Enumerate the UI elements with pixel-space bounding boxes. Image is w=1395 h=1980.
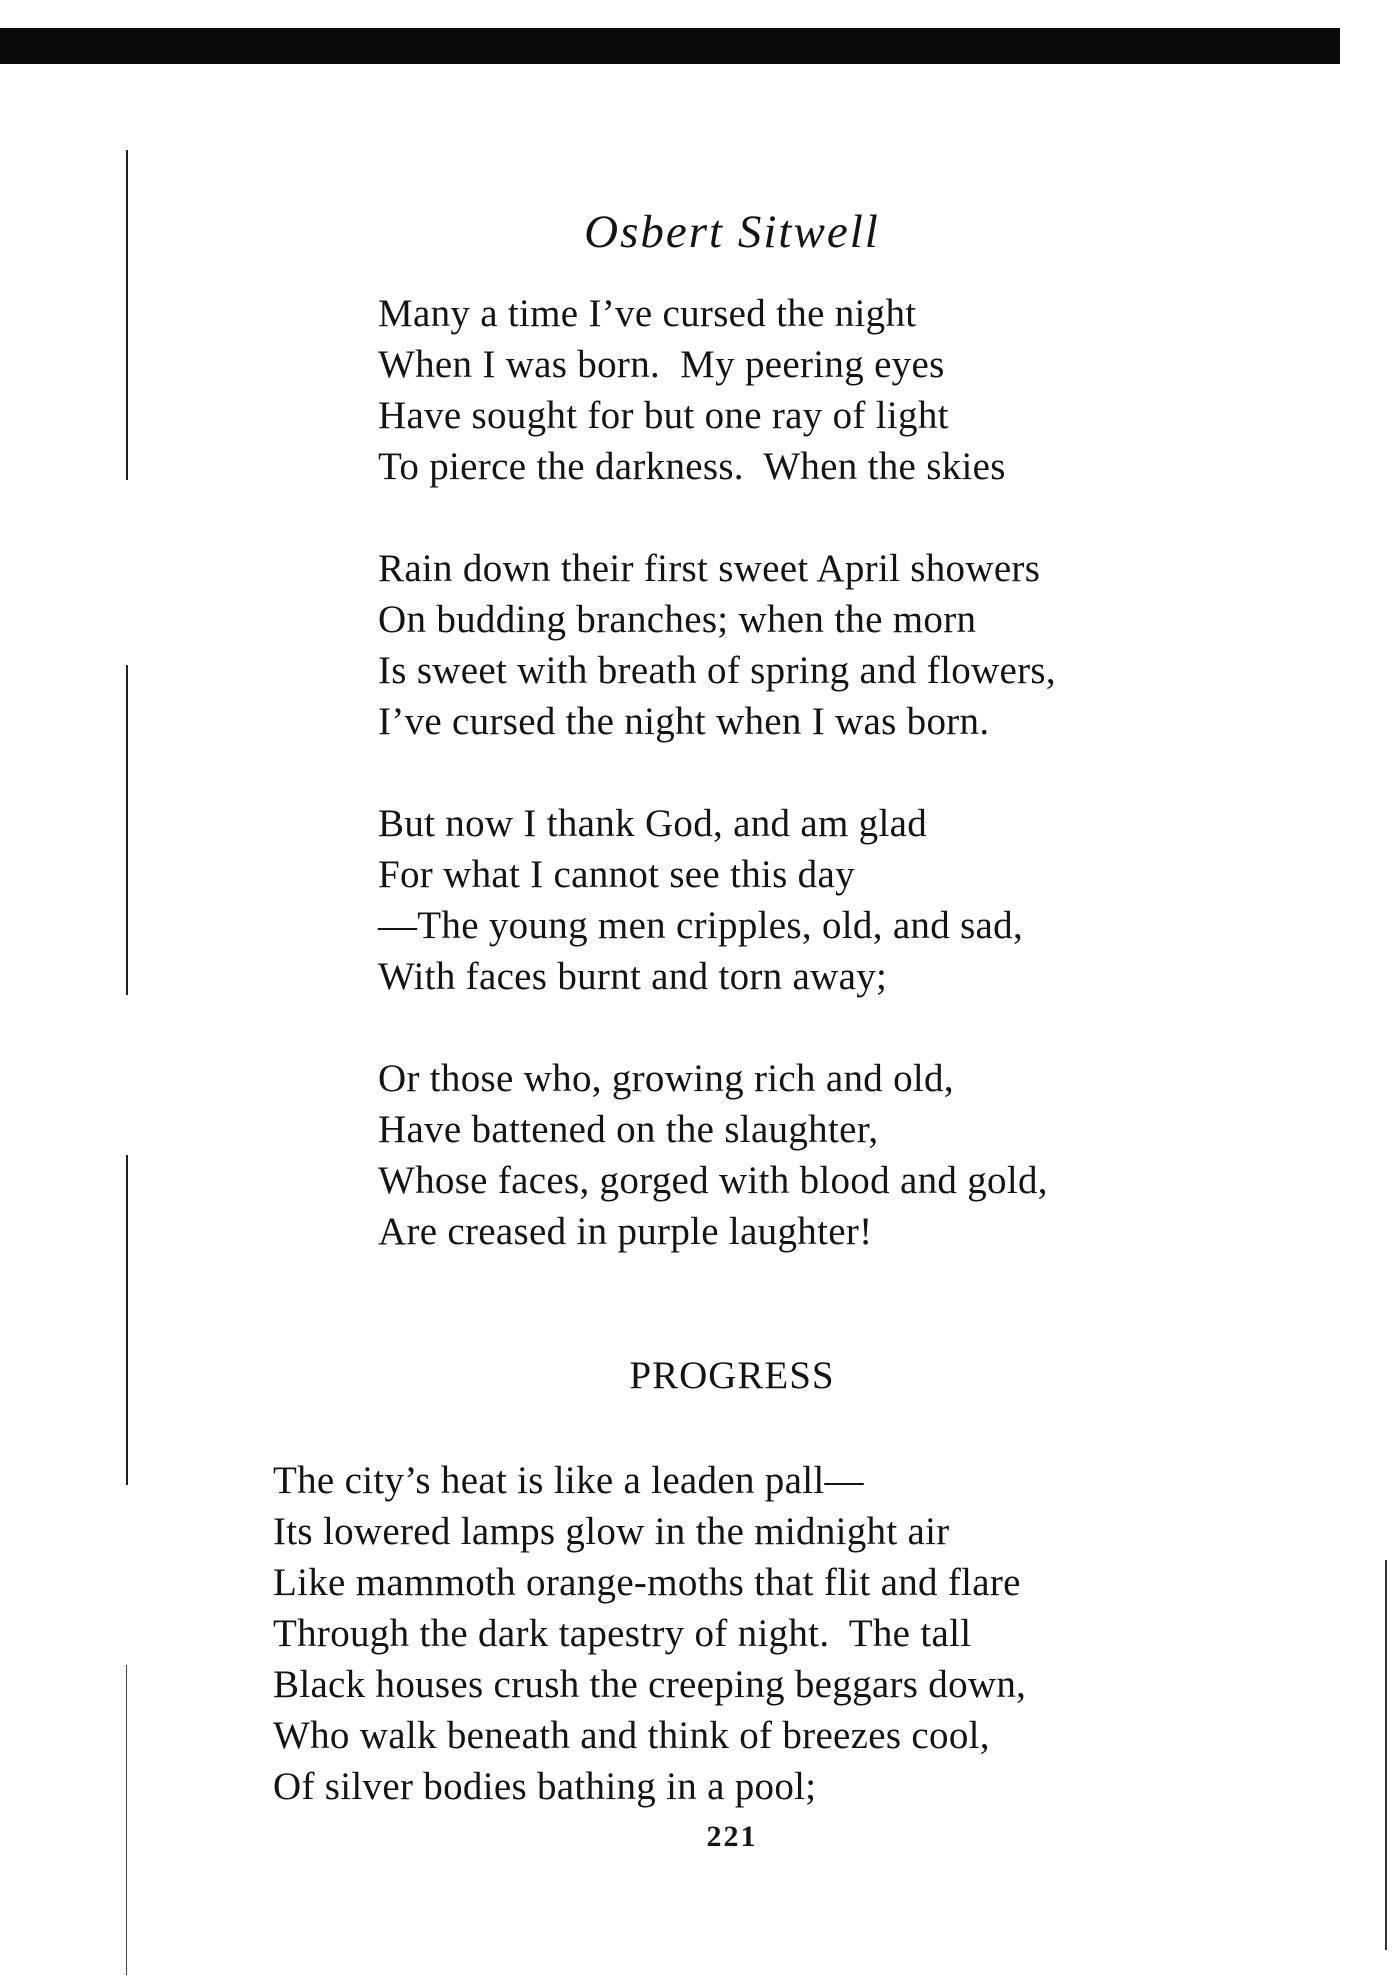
poem-line: Are creased in purple laughter! [378, 1210, 873, 1253]
stanza [378, 543, 1056, 747]
poem-line: Of silver bodies bathing in a pool; [273, 1765, 817, 1808]
poem-line: But now I thank God, and am glad [378, 802, 928, 845]
poem-untitled [378, 288, 1056, 1257]
page-edge-mark [1385, 1560, 1387, 1950]
poem-line: Rain down their first sweet April showers [378, 547, 1041, 590]
poem-line: Or those who, growing rich and old, [378, 1057, 954, 1100]
poem-line: Its lowered lamps glow in the midnight air [273, 1510, 950, 1553]
author-name: Osbert Sitwell [584, 206, 880, 258]
poem-title: PROGRESS [629, 1354, 835, 1397]
poem-line: To pierce the darkness. When the skies [378, 445, 1006, 488]
binding-edge-mark [126, 1155, 128, 1485]
poem-line: Whose faces, gorged with blood and gold, [378, 1159, 1048, 1202]
poem-line: Like mammoth orange-moths that flit and flare [273, 1561, 1021, 1604]
page-number: 221 [706, 1820, 758, 1853]
poem-line: —The young men cripples, old, and sad, [378, 904, 1024, 947]
poem-line: For what I cannot see this day [378, 853, 855, 896]
stanza [378, 798, 1056, 1002]
poem-line: On budding branches; when the morn [378, 598, 977, 641]
poem-line: Who walk beneath and think of breezes cool, [273, 1714, 990, 1757]
binding-edge-mark [126, 150, 128, 480]
poem-line: The city’s heat is like a leaden pall— [273, 1459, 864, 1502]
stanza [378, 1053, 1056, 1257]
poem-progress [273, 1455, 1026, 1812]
binding-edge-mark [126, 665, 128, 995]
poem-line: I’ve cursed the night when I was born. [378, 700, 990, 743]
poem-line: Is sweet with breath of spring and flowers, [378, 649, 1056, 692]
page-top-rule-tab [1295, 28, 1340, 58]
poem-line: Have battened on the slaughter, [378, 1108, 879, 1151]
poem-line: With faces burnt and torn away; [378, 955, 888, 998]
poem-line: Through the dark tapestry of night. The tall [273, 1612, 972, 1655]
poem-line: Have sought for but one ray of light [378, 394, 949, 437]
poem-line: Many a time I’ve cursed the night [378, 292, 917, 335]
page-top-rule [0, 28, 1340, 64]
poem-line: When I was born. My peering eyes [378, 343, 945, 386]
poem-line: Black houses crush the creeping beggars down, [273, 1663, 1027, 1706]
stanza [378, 288, 1056, 492]
